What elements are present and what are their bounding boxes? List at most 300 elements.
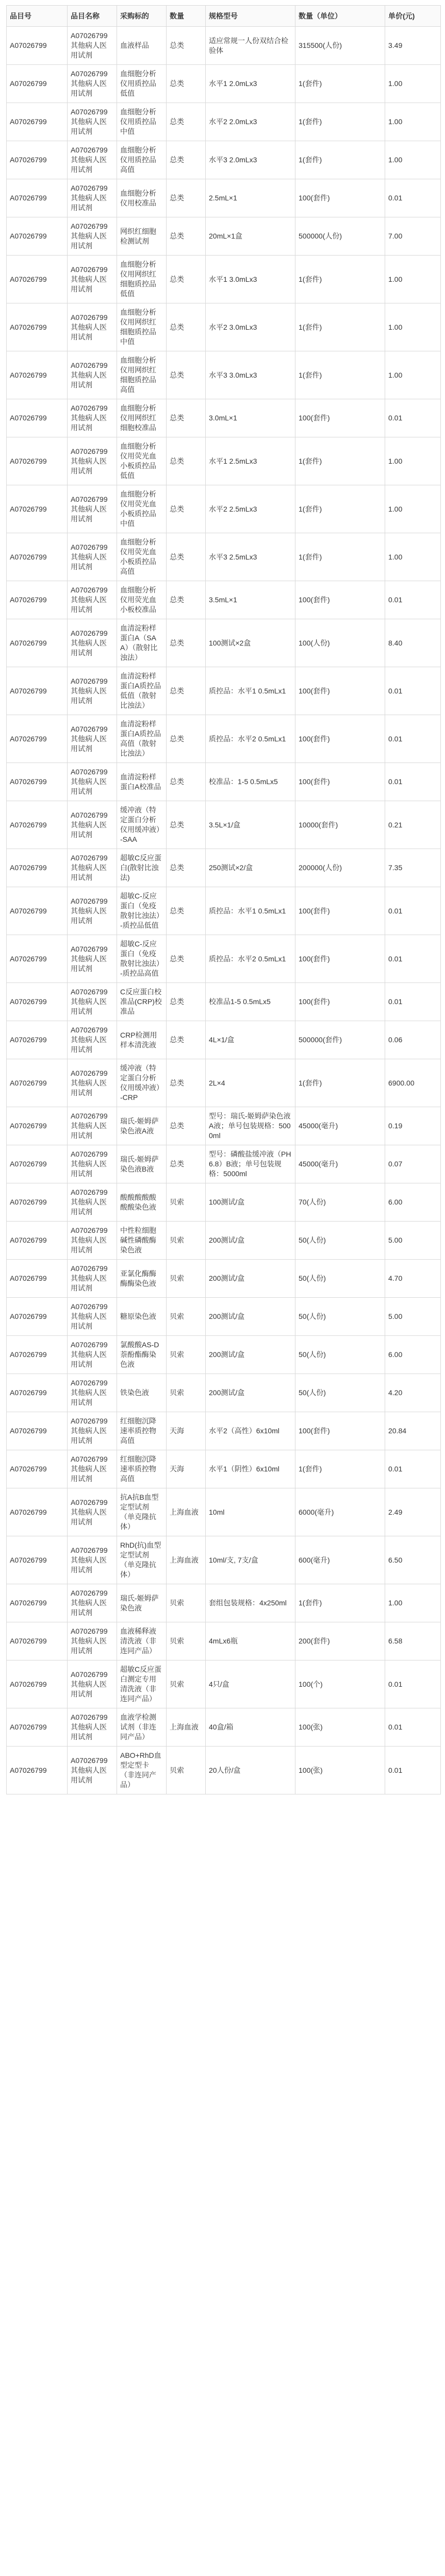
cell-procurement-target: 血细胞分析仪用荧光血小板校准品	[117, 581, 167, 619]
table-row	[7, 1107, 441, 1145]
cell-item-code: A07026799	[7, 27, 68, 65]
cell-quantity-unit: 100(个)	[295, 1660, 385, 1708]
cell-unit-price: 1.00	[385, 437, 441, 485]
cell-quantity-unit: 100(套件)	[295, 983, 385, 1021]
cell-unit-price: 5.00	[385, 1298, 441, 1336]
cell-item-name: A07026799其他病人医用试剂	[68, 1298, 117, 1336]
table-row	[7, 667, 441, 715]
cell-quantity-unit: 1(套件)	[295, 103, 385, 141]
cell-quantity-type: 总类	[167, 217, 206, 256]
cell-quantity-type: 总类	[167, 256, 206, 303]
cell-procurement-target: 血清淀粉样蛋白A质控品低值（散射比浊法）	[117, 667, 167, 715]
cell-procurement-target: 红细胞沉降速率质控物高值	[117, 1450, 167, 1488]
cell-item-code: A07026799	[7, 1374, 68, 1412]
cell-unit-price: 0.01	[385, 1708, 441, 1747]
cell-spec-model: 质控品：水平2 0.5mLx1	[206, 935, 295, 983]
cell-item-code: A07026799	[7, 1708, 68, 1747]
cell-quantity-unit: 50(人份)	[295, 1222, 385, 1260]
cell-unit-price: 7.35	[385, 849, 441, 887]
cell-spec-model: 校准品：1-5 0.5mLx5	[206, 763, 295, 801]
cell-item-name: A07026799其他病人医用试剂	[68, 399, 117, 437]
cell-item-code: A07026799	[7, 1222, 68, 1260]
cell-item-code: A07026799	[7, 1584, 68, 1622]
cell-procurement-target: 血细胞分析仪用质控品高值	[117, 141, 167, 179]
cell-item-name: A07026799其他病人医用试剂	[68, 1260, 117, 1298]
cell-spec-model: 200测试/盒	[206, 1374, 295, 1412]
cell-unit-price: 4.70	[385, 1260, 441, 1298]
cell-spec-model: 200测试/盒	[206, 1222, 295, 1260]
table-row	[7, 179, 441, 217]
cell-spec-model: 型号：磷酸盐缓冲液（PH 6.8）B液；单号包装规格：5000ml	[206, 1145, 295, 1183]
cell-item-name: A07026799其他病人医用试剂	[68, 667, 117, 715]
cell-unit-price: 3.49	[385, 27, 441, 65]
cell-item-name: A07026799其他病人医用试剂	[68, 581, 117, 619]
cell-procurement-target: 酸酸酸酸酸酸酸染色液	[117, 1183, 167, 1222]
cell-item-name: A07026799其他病人医用试剂	[68, 1021, 117, 1059]
cell-item-name: A07026799其他病人医用试剂	[68, 1107, 117, 1145]
cell-quantity-type: 总类	[167, 983, 206, 1021]
cell-quantity-unit: 1(套件)	[295, 351, 385, 399]
cell-procurement-target: 血清淀粉样蛋白A质控品高值（散射比浊法）	[117, 715, 167, 763]
cell-quantity-type: 上海血液	[167, 1708, 206, 1747]
cell-item-name: A07026799其他病人医用试剂	[68, 141, 117, 179]
table-row	[7, 1145, 441, 1183]
cell-quantity-unit: 100(套件)	[295, 763, 385, 801]
cell-quantity-type: 贝索	[167, 1298, 206, 1336]
cell-item-name: A07026799其他病人医用试剂	[68, 351, 117, 399]
cell-item-code: A07026799	[7, 1145, 68, 1183]
cell-item-code: A07026799	[7, 801, 68, 849]
cell-spec-model: 质控品：水平1 0.5mLx1	[206, 667, 295, 715]
cell-quantity-unit: 100(张)	[295, 1747, 385, 1794]
table-row	[7, 1021, 441, 1059]
cell-spec-model: 200测试/盒	[206, 1260, 295, 1298]
cell-quantity-type: 上海血液	[167, 1536, 206, 1584]
cell-unit-price: 0.01	[385, 399, 441, 437]
cell-unit-price: 0.06	[385, 1021, 441, 1059]
table-row	[7, 581, 441, 619]
cell-quantity-unit: 45000(毫升)	[295, 1107, 385, 1145]
cell-unit-price: 2.49	[385, 1488, 441, 1536]
cell-item-name: A07026799其他病人医用试剂	[68, 715, 117, 763]
cell-item-code: A07026799	[7, 351, 68, 399]
table-row	[7, 65, 441, 103]
cell-unit-price: 0.01	[385, 667, 441, 715]
cell-item-name: A07026799其他病人医用试剂	[68, 103, 117, 141]
header-item-name: 品目名称	[68, 6, 117, 27]
cell-unit-price: 0.07	[385, 1145, 441, 1183]
table-row	[7, 1488, 441, 1536]
table-row	[7, 1747, 441, 1794]
cell-item-code: A07026799	[7, 1059, 68, 1107]
cell-item-code: A07026799	[7, 1260, 68, 1298]
cell-item-code: A07026799	[7, 983, 68, 1021]
cell-procurement-target: 血细胞分析仪用荧光血小板质控品低值	[117, 437, 167, 485]
cell-quantity-unit: 1(套件)	[295, 437, 385, 485]
cell-unit-price: 6.50	[385, 1536, 441, 1584]
cell-unit-price: 20.84	[385, 1412, 441, 1450]
cell-quantity-type: 贝索	[167, 1336, 206, 1374]
table-row	[7, 849, 441, 887]
cell-spec-model: 质控品：水平1 0.5mLx1	[206, 887, 295, 935]
cell-procurement-target: ABO+RhD血型定型卡（非连同产品）	[117, 1747, 167, 1794]
cell-item-name: A07026799其他病人医用试剂	[68, 27, 117, 65]
cell-quantity-unit: 100(套件)	[295, 667, 385, 715]
cell-quantity-type: 贝索	[167, 1183, 206, 1222]
cell-spec-model: 200测试/盒	[206, 1298, 295, 1336]
cell-quantity-type: 总类	[167, 27, 206, 65]
cell-procurement-target: 瑞氏-姬姆萨染色液	[117, 1584, 167, 1622]
cell-quantity-type: 总类	[167, 65, 206, 103]
cell-spec-model: 校准品1-5 0.5mLx5	[206, 983, 295, 1021]
cell-quantity-type: 贝索	[167, 1222, 206, 1260]
cell-quantity-unit: 100(人份)	[295, 619, 385, 667]
cell-item-code: A07026799	[7, 217, 68, 256]
cell-procurement-target: 糖原染色液	[117, 1298, 167, 1336]
cell-procurement-target: C反应蛋白校准品(CRP)校准品	[117, 983, 167, 1021]
cell-spec-model: 40盒/箱	[206, 1708, 295, 1747]
cell-quantity-unit: 1(套件)	[295, 65, 385, 103]
header-spec-model: 规格型号	[206, 6, 295, 27]
table-row	[7, 1450, 441, 1488]
cell-procurement-target: 氯酸酸AS-D萘酚酯酶染色液	[117, 1336, 167, 1374]
table-row	[7, 715, 441, 763]
cell-item-code: A07026799	[7, 1536, 68, 1584]
cell-unit-price: 1.00	[385, 1584, 441, 1622]
cell-spec-model: 水平2 3.0mLx3	[206, 303, 295, 351]
cell-item-code: A07026799	[7, 65, 68, 103]
cell-item-code: A07026799	[7, 935, 68, 983]
cell-procurement-target: 缓冲液（特定蛋白分析仪用缓冲液）-CRP	[117, 1059, 167, 1107]
cell-unit-price: 1.00	[385, 65, 441, 103]
cell-spec-model: 水平3 3.0mLx3	[206, 351, 295, 399]
cell-quantity-unit: 70(人份)	[295, 1183, 385, 1222]
cell-spec-model: 10ml	[206, 1488, 295, 1536]
cell-item-name: A07026799其他病人医用试剂	[68, 1145, 117, 1183]
cell-item-code: A07026799	[7, 485, 68, 533]
table-row	[7, 103, 441, 141]
cell-unit-price: 0.21	[385, 801, 441, 849]
cell-quantity-type: 天海	[167, 1412, 206, 1450]
cell-quantity-type: 总类	[167, 179, 206, 217]
cell-unit-price: 0.01	[385, 1450, 441, 1488]
cell-item-name: A07026799其他病人医用试剂	[68, 1222, 117, 1260]
cell-item-code: A07026799	[7, 399, 68, 437]
cell-quantity-unit: 45000(毫升)	[295, 1145, 385, 1183]
table-row	[7, 533, 441, 581]
cell-quantity-type: 贝索	[167, 1622, 206, 1660]
table-body	[7, 27, 441, 1794]
cell-quantity-type: 天海	[167, 1450, 206, 1488]
cell-quantity-type: 贝索	[167, 1660, 206, 1708]
cell-spec-model: 水平3 2.0mLx3	[206, 141, 295, 179]
cell-procurement-target: 血细胞分析仪用质控品低值	[117, 65, 167, 103]
table-row	[7, 1222, 441, 1260]
cell-spec-model: 2L×4	[206, 1059, 295, 1107]
cell-quantity-unit: 100(套件)	[295, 399, 385, 437]
cell-item-code: A07026799	[7, 763, 68, 801]
cell-quantity-unit: 1(套件)	[295, 141, 385, 179]
header-procurement-target: 采购标的	[117, 6, 167, 27]
cell-item-name: A07026799其他病人医用试剂	[68, 887, 117, 935]
table-row	[7, 351, 441, 399]
table-row	[7, 1298, 441, 1336]
cell-procurement-target: 瑞氏-姬姆萨染色液A液	[117, 1107, 167, 1145]
cell-item-name: A07026799其他病人医用试剂	[68, 179, 117, 217]
cell-quantity-type: 总类	[167, 581, 206, 619]
cell-unit-price: 8.40	[385, 619, 441, 667]
cell-unit-price: 1.00	[385, 351, 441, 399]
cell-unit-price: 0.01	[385, 763, 441, 801]
table-header-row	[7, 6, 441, 27]
table-row	[7, 935, 441, 983]
cell-item-name: A07026799其他病人医用试剂	[68, 763, 117, 801]
cell-quantity-type: 总类	[167, 887, 206, 935]
cell-quantity-type: 贝索	[167, 1747, 206, 1794]
table-row	[7, 619, 441, 667]
cell-item-code: A07026799	[7, 1622, 68, 1660]
cell-quantity-type: 总类	[167, 1059, 206, 1107]
cell-item-code: A07026799	[7, 1183, 68, 1222]
cell-unit-price: 1.00	[385, 303, 441, 351]
cell-item-code: A07026799	[7, 1450, 68, 1488]
cell-procurement-target: 血细胞分析仪用网织红细胞质控品低值	[117, 256, 167, 303]
cell-item-name: A07026799其他病人医用试剂	[68, 1412, 117, 1450]
header-quantity-type: 数量	[167, 6, 206, 27]
cell-procurement-target: CRP检测用样本清洗液	[117, 1021, 167, 1059]
cell-item-name: A07026799其他病人医用试剂	[68, 437, 117, 485]
cell-item-name: A07026799其他病人医用试剂	[68, 217, 117, 256]
cell-procurement-target: 网织红细胞检测试剂	[117, 217, 167, 256]
cell-procurement-target: 血细胞分析仪用荧光血小板质控品中值	[117, 485, 167, 533]
cell-spec-model: 型号：瑞氏-姬姆萨染色液A液；单号包装规格：5000ml	[206, 1107, 295, 1145]
cell-item-name: A07026799其他病人医用试剂	[68, 1183, 117, 1222]
cell-item-name: A07026799其他病人医用试剂	[68, 256, 117, 303]
cell-unit-price: 1.00	[385, 141, 441, 179]
table-row	[7, 437, 441, 485]
cell-item-name: A07026799其他病人医用试剂	[68, 1660, 117, 1708]
cell-unit-price: 1.00	[385, 533, 441, 581]
cell-quantity-type: 总类	[167, 303, 206, 351]
cell-quantity-unit: 1(套件)	[295, 1584, 385, 1622]
cell-quantity-type: 总类	[167, 399, 206, 437]
cell-quantity-type: 总类	[167, 935, 206, 983]
table-row	[7, 399, 441, 437]
cell-quantity-unit: 600(毫升)	[295, 1536, 385, 1584]
cell-unit-price: 0.01	[385, 715, 441, 763]
cell-item-code: A07026799	[7, 437, 68, 485]
cell-quantity-unit: 1(套件)	[295, 485, 385, 533]
cell-spec-model: 水平2 2.0mLx3	[206, 103, 295, 141]
cell-procurement-target: 中性粒细胞碱性磷酸酶染色液	[117, 1222, 167, 1260]
table-row	[7, 303, 441, 351]
cell-item-name: A07026799其他病人医用试剂	[68, 801, 117, 849]
cell-procurement-target: 血细胞分析仪用网织红细胞质控品中值	[117, 303, 167, 351]
cell-item-code: A07026799	[7, 1660, 68, 1708]
cell-procurement-target: 血细胞分析仪用网织红细胞质控品高值	[117, 351, 167, 399]
cell-quantity-unit: 500000(人份)	[295, 217, 385, 256]
cell-item-name: A07026799其他病人医用试剂	[68, 619, 117, 667]
cell-procurement-target: 超敏C反应蛋白测定专用清洗液（非连同产品）	[117, 1660, 167, 1708]
cell-spec-model: 100测试×2盒	[206, 619, 295, 667]
header-unit-price: 单价(元)	[385, 6, 441, 27]
cell-item-name: A07026799其他病人医用试剂	[68, 303, 117, 351]
cell-quantity-unit: 200(套件)	[295, 1622, 385, 1660]
table-row	[7, 1584, 441, 1622]
cell-spec-model: 水平1（阴性）6x10ml	[206, 1450, 295, 1488]
cell-item-name: A07026799其他病人医用试剂	[68, 1584, 117, 1622]
cell-quantity-type: 总类	[167, 141, 206, 179]
table-row	[7, 1059, 441, 1107]
cell-quantity-type: 总类	[167, 849, 206, 887]
cell-spec-model: 套组包装规格：4x250ml	[206, 1584, 295, 1622]
cell-item-code: A07026799	[7, 303, 68, 351]
table-row	[7, 1660, 441, 1708]
cell-item-code: A07026799	[7, 1412, 68, 1450]
cell-spec-model: 3.5mL×1	[206, 581, 295, 619]
cell-unit-price: 0.01	[385, 581, 441, 619]
table-row	[7, 141, 441, 179]
bottom-spacer	[6, 1794, 441, 1801]
cell-item-code: A07026799	[7, 1107, 68, 1145]
cell-quantity-type: 总类	[167, 1145, 206, 1183]
cell-procurement-target: 血清淀粉样蛋白A校准品	[117, 763, 167, 801]
table-row	[7, 887, 441, 935]
cell-spec-model: 4mLx6瓶	[206, 1622, 295, 1660]
table-row	[7, 217, 441, 256]
cell-spec-model: 水平3 2.5mLx3	[206, 533, 295, 581]
cell-procurement-target: 缓冲液（特定蛋白分析仪用缓冲液）-SAA	[117, 801, 167, 849]
cell-spec-model: 20mL×1盒	[206, 217, 295, 256]
cell-quantity-unit: 500000(套件)	[295, 1021, 385, 1059]
cell-spec-model: 水平1 3.0mLx3	[206, 256, 295, 303]
cell-item-code: A07026799	[7, 1488, 68, 1536]
cell-quantity-type: 总类	[167, 351, 206, 399]
cell-unit-price: 6.00	[385, 1183, 441, 1222]
cell-quantity-unit: 1(套件)	[295, 256, 385, 303]
cell-quantity-type: 总类	[167, 485, 206, 533]
cell-quantity-unit: 100(套件)	[295, 935, 385, 983]
cell-quantity-type: 总类	[167, 103, 206, 141]
cell-spec-model: 20人份/盒	[206, 1747, 295, 1794]
cell-item-code: A07026799	[7, 887, 68, 935]
cell-unit-price: 0.01	[385, 887, 441, 935]
cell-spec-model: 2.5mL×1	[206, 179, 295, 217]
cell-item-code: A07026799	[7, 141, 68, 179]
cell-item-name: A07026799其他病人医用试剂	[68, 1450, 117, 1488]
cell-item-code: A07026799	[7, 256, 68, 303]
cell-unit-price: 0.19	[385, 1107, 441, 1145]
cell-quantity-unit: 100(套件)	[295, 715, 385, 763]
cell-item-code: A07026799	[7, 1021, 68, 1059]
cell-quantity-type: 贝索	[167, 1584, 206, 1622]
cell-item-code: A07026799	[7, 581, 68, 619]
cell-item-code: A07026799	[7, 179, 68, 217]
cell-spec-model: 水平2（高性）6x10ml	[206, 1412, 295, 1450]
cell-spec-model: 3.0mL×1	[206, 399, 295, 437]
cell-quantity-unit: 100(套件)	[295, 581, 385, 619]
cell-procurement-target: 瑞氏-姬姆萨染色液B液	[117, 1145, 167, 1183]
cell-quantity-unit: 50(人份)	[295, 1260, 385, 1298]
cell-unit-price: 1.00	[385, 256, 441, 303]
cell-item-name: A07026799其他病人医用试剂	[68, 533, 117, 581]
cell-quantity-type: 上海血液	[167, 1488, 206, 1536]
header-quantity-unit: 数量（单位）	[295, 6, 385, 27]
cell-unit-price: 0.01	[385, 1660, 441, 1708]
cell-quantity-unit: 1(套件)	[295, 1059, 385, 1107]
table-row	[7, 1412, 441, 1450]
table-row	[7, 763, 441, 801]
cell-quantity-unit: 6000(毫升)	[295, 1488, 385, 1536]
cell-procurement-target: 抗A抗B血型定型试剂（单克隆抗体）	[117, 1488, 167, 1536]
cell-item-code: A07026799	[7, 1298, 68, 1336]
cell-spec-model: 250测试×2/盒	[206, 849, 295, 887]
cell-unit-price: 0.01	[385, 935, 441, 983]
cell-spec-model: 适应常规一人份双结合检验体	[206, 27, 295, 65]
cell-procurement-target: 血液样品	[117, 27, 167, 65]
cell-item-code: A07026799	[7, 619, 68, 667]
cell-procurement-target: RhD(抗)血型定型试剂（单克隆抗体）	[117, 1536, 167, 1584]
table-row	[7, 1374, 441, 1412]
cell-procurement-target: 血细胞分析仪用网织红细胞校准品	[117, 399, 167, 437]
cell-procurement-target: 血液稀释液清洗液（非连同产品）	[117, 1622, 167, 1660]
cell-unit-price: 6.00	[385, 1336, 441, 1374]
cell-procurement-target: 亚氯化酶酶酶酶染色液	[117, 1260, 167, 1298]
cell-spec-model: 水平2 2.5mLx3	[206, 485, 295, 533]
cell-item-name: A07026799其他病人医用试剂	[68, 1708, 117, 1747]
cell-quantity-unit: 10000(套件)	[295, 801, 385, 849]
cell-item-name: A07026799其他病人医用试剂	[68, 1336, 117, 1374]
cell-quantity-type: 贝索	[167, 1260, 206, 1298]
cell-quantity-unit: 1(套件)	[295, 533, 385, 581]
cell-procurement-target: 血细胞分析仪用质控品中值	[117, 103, 167, 141]
table-row	[7, 983, 441, 1021]
cell-unit-price: 7.00	[385, 217, 441, 256]
table-row	[7, 1622, 441, 1660]
cell-item-name: A07026799其他病人医用试剂	[68, 849, 117, 887]
table-row	[7, 27, 441, 65]
cell-procurement-target: 红细胞沉降速率质控物高值	[117, 1412, 167, 1450]
cell-unit-price: 4.20	[385, 1374, 441, 1412]
cell-item-name: A07026799其他病人医用试剂	[68, 1536, 117, 1584]
cell-spec-model: 3.5L×1/盒	[206, 801, 295, 849]
cell-item-name: A07026799其他病人医用试剂	[68, 1059, 117, 1107]
table-row	[7, 1183, 441, 1222]
cell-spec-model: 10ml/支, 7支/盒	[206, 1536, 295, 1584]
cell-quantity-unit: 100(张)	[295, 1708, 385, 1747]
cell-quantity-type: 总类	[167, 619, 206, 667]
cell-procurement-target: 血细胞分析仪用荧光血小板质控品高值	[117, 533, 167, 581]
cell-quantity-unit: 100(套件)	[295, 179, 385, 217]
table-row	[7, 1336, 441, 1374]
cell-item-name: A07026799其他病人医用试剂	[68, 1374, 117, 1412]
cell-quantity-unit: 100(套件)	[295, 1412, 385, 1450]
cell-spec-model: 水平1 2.5mLx3	[206, 437, 295, 485]
cell-unit-price: 0.01	[385, 179, 441, 217]
cell-item-code: A07026799	[7, 667, 68, 715]
cell-unit-price: 6900.00	[385, 1059, 441, 1107]
cell-item-code: A07026799	[7, 103, 68, 141]
table-row	[7, 1708, 441, 1747]
cell-quantity-unit: 50(人份)	[295, 1298, 385, 1336]
cell-quantity-type: 总类	[167, 1107, 206, 1145]
table-row	[7, 1260, 441, 1298]
cell-unit-price: 0.01	[385, 983, 441, 1021]
table-row	[7, 801, 441, 849]
cell-spec-model: 4L×1/盒	[206, 1021, 295, 1059]
cell-item-name: A07026799其他病人医用试剂	[68, 65, 117, 103]
cell-spec-model: 100测试/盒	[206, 1183, 295, 1222]
